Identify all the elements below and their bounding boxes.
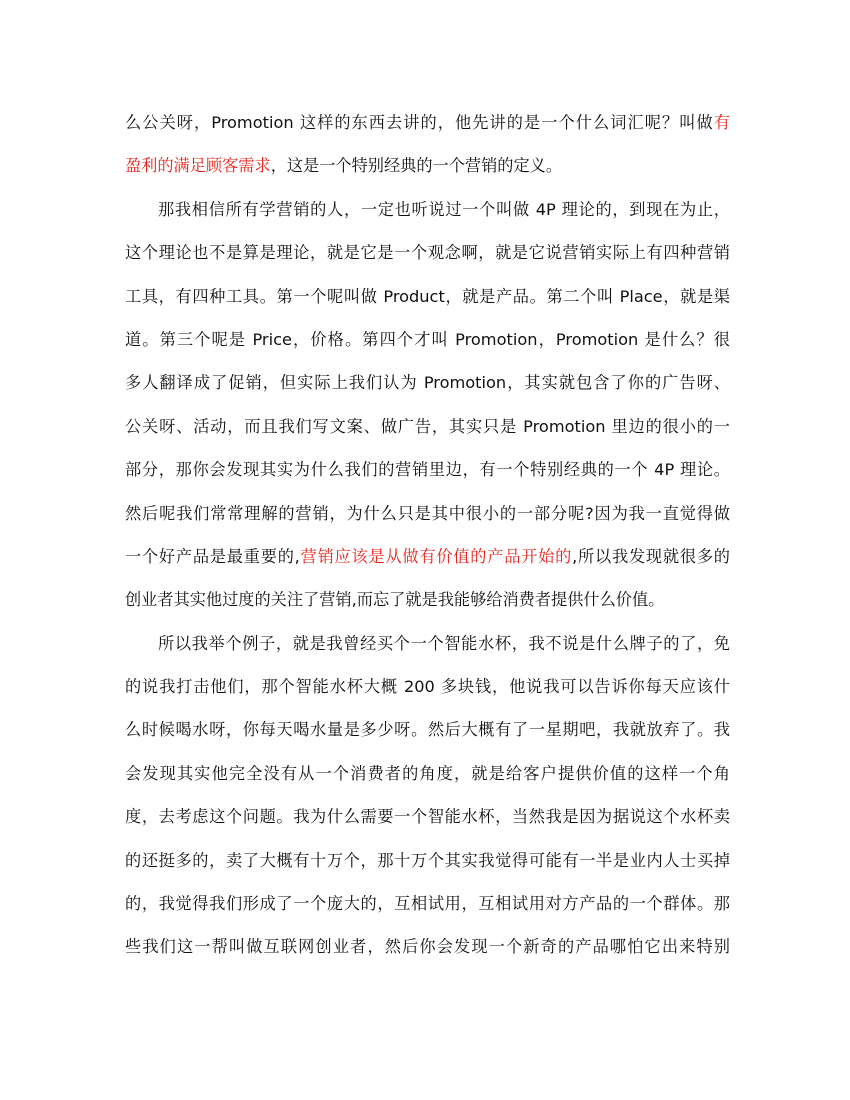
text-line: 这个理论也不是算是理论，就是它是一个观念啊，就是它说营销实际上有四种营销	[125, 243, 730, 263]
line-text: ，这是一个特别经典的一个营销的定义。	[270, 156, 563, 176]
line-text: 么公关呀，Promotion 这样的东西去讲的，他先讲的是一个什么词汇呢？叫做	[125, 113, 714, 132]
document-page	[125, 105, 730, 973]
text-line: 所以我举个例子，就是我曾经买个一个智能水杯，我不说是什么牌子的了，免	[158, 633, 730, 653]
text-line	[125, 105, 730, 148]
text-line: 工具，有四种工具。第一个呢叫做 Product，就是产品。第二个叫 Place，就是渠	[125, 286, 730, 306]
text-line: 么时候喝水呀，你每天喝水量是多少呀。然后大概有了一星期吧，我就放弃了。我	[125, 720, 730, 740]
text-line: 那我相信所有学营销的人，一定也听说过一个叫做 4P 理论的，到现在为止，	[158, 199, 730, 219]
text-line: 的，我觉得我们形成了一个庞大的，互相试用，互相试用对方产品的一个群体。那	[125, 894, 730, 914]
highlighted-text: 有	[713, 113, 730, 132]
text-line	[125, 539, 730, 582]
highlighted-text: 盈利的满足顾客需求	[125, 156, 271, 176]
paragraph-4p-theory	[125, 192, 730, 626]
text-line: 多人翻译成了促销，但实际上我们认为 Promotion，其实就包含了你的广告呀、	[125, 373, 730, 393]
text-line: 度，去考虑这个问题。我为什么需要一个智能水杯，当然我是因为据说这个水杯卖	[125, 807, 730, 827]
line-text: 一个好产品是最重要的,	[125, 546, 300, 566]
paragraph-promotion-definition	[125, 105, 730, 192]
text-line	[125, 148, 730, 191]
paragraph-smart-cup-example	[125, 626, 730, 973]
text-line: 然后呢我们常常理解的营销，为什么只是其中很小的一部分呢?因为我一直觉得做	[125, 503, 730, 523]
highlighted-text: 营销应该是从做有价值的产品开始的	[299, 546, 573, 566]
text-line: 道。第三个呢是 Price，价格。第四个才叫 Promotion，Promotion 是什么？很	[125, 329, 730, 349]
text-line: 的说我打击他们，那个智能水杯大概 200 多块钱，他说我可以告诉你每天应该什	[125, 677, 730, 697]
text-line: 的还挺多的，卖了大概有十万个，那十万个其实我觉得可能有一半是业内人士买掉	[125, 850, 730, 870]
text-line: 会发现其实他完全没有从一个消费者的角度，就是给客户提供价值的这样一个角	[125, 763, 730, 783]
text-line: 些我们这一帮叫做互联网创业者，然后你会发现一个新奇的产品哪怕它出来特别	[125, 937, 730, 957]
text-line: 公关呀、活动，而且我们写文案、做广告，其实只是 Promotion 里边的很小的一	[125, 416, 730, 436]
text-line: 创业者其实他过度的关注了营销,而忘了就是我能够给消费者提供什么价值。	[125, 590, 665, 610]
text-line: 部分，那你会发现其实为什么我们的营销里边，有一个特别经典的一个 4P 理论。	[125, 460, 730, 480]
line-text: ,所以我发现就很多的	[572, 546, 730, 566]
